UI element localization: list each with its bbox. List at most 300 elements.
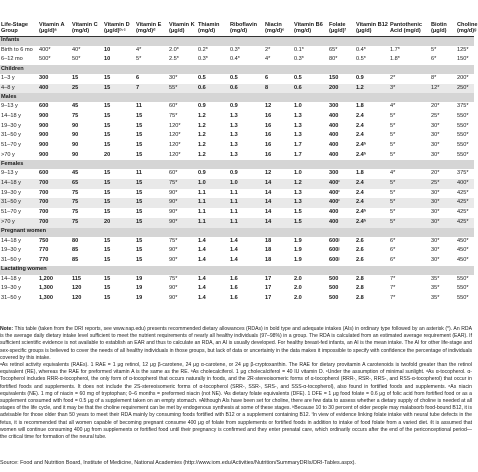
value-cell: 900 [38, 151, 71, 161]
value-cell: 1.3 [229, 112, 264, 122]
value-cell: 400ⁱ [328, 189, 355, 199]
value-cell: 550* [457, 122, 469, 129]
value-cell: 0.6 [293, 84, 328, 94]
value-cell: 0.9 [197, 169, 229, 179]
group-title: Infants [0, 36, 474, 46]
value-cell: 16 [264, 112, 293, 122]
value-cell: 1.3 [230, 122, 238, 129]
value-cell: 19 [135, 284, 168, 294]
value-cell: 2.0 [294, 294, 302, 301]
life-stage-cell: 14–18 y [0, 179, 38, 189]
value-cell: 5* [389, 131, 430, 141]
value-cell: 11 [135, 169, 168, 179]
value-cell: 0.1* [294, 46, 304, 53]
value-cell: 900 [39, 122, 49, 129]
value-cell: 75* [169, 275, 178, 282]
value-cell: 400ⁱ [328, 179, 355, 189]
value-cell: 15 [103, 208, 135, 218]
life-stage-cell: 1–3 y [0, 74, 38, 84]
value-cell: 15 [136, 142, 143, 149]
table-row [0, 102, 474, 112]
value-cell: 10 [103, 55, 135, 65]
value-cell: 500 [328, 284, 355, 294]
group-title: Children [0, 65, 474, 74]
value-cell: 1.6 [230, 294, 238, 301]
life-stage-cell: 14–18 y [0, 112, 38, 122]
group-row [0, 228, 474, 237]
value-cell: 3* [389, 84, 430, 94]
table-row [0, 74, 474, 84]
value-cell: 85 [71, 246, 103, 256]
value-cell: 35* [431, 294, 440, 301]
column-header: Pantothenic Acid (mg/d) [389, 2, 430, 36]
value-cell: 1.2 [197, 151, 229, 161]
value-cell: 5* [135, 55, 168, 65]
value-cell: 15 [71, 74, 103, 84]
note-text: This table (taken from the DRI reports, see www.nap.edu) presents recommended dietary allowances (RDAs) in bold type and adequate intakes (AIs) in ordinary type followed by an asterisk (*). An RDA is the average daily dietary intake level sufficient to meet the nutrient requirements of nearly all healthy individuals (97–98%) in a group. The RDA is calculated from an estimated average requirement (EAR). If sufficient scientific evidence is not available to establish an EAR and thus to calculate an RDA, an AI is usually developed. For healthy breast-fed infants, an AI is the mean intake. The AI for other life-stage and sex-specific groups is believed to cover the needs of all healthy individuals in those groups, but lack of data or uncertainty in the data makes it impossible to specify with confidence the percentage of individuals covered by this intake. [0, 326, 472, 361]
value-cell: 30* [431, 122, 440, 129]
value-cell: 1.7 [294, 142, 302, 149]
value-cell: 2.5* [168, 55, 197, 65]
value-cell: 16 [264, 131, 293, 141]
value-cell: 1.4 [198, 256, 206, 263]
value-cell: 15 [136, 256, 143, 263]
value-cell: 19 [136, 275, 143, 282]
value-cell: 15 [135, 208, 168, 218]
value-cell: 90* [169, 294, 178, 301]
table-row [0, 179, 474, 189]
value-cell: 425* [456, 208, 474, 218]
value-cell: 0.9 [230, 103, 238, 110]
value-cell: 1.0 [229, 179, 264, 189]
value-cell: 1,200 [39, 275, 53, 282]
value-cell: 400 [38, 84, 71, 94]
value-cell: 2.4 [355, 112, 389, 122]
value-cell: 450* [456, 246, 474, 256]
table-header-row [0, 2, 474, 36]
value-cell: 75 [71, 189, 103, 199]
value-cell: 1.3 [293, 131, 328, 141]
value-cell: 25* [430, 112, 456, 122]
value-cell: 2.8 [356, 294, 364, 301]
column-header: Vitamin K (μg/d) [168, 2, 197, 36]
value-cell: 1.2 [198, 142, 206, 149]
value-cell: 0.5 [293, 74, 328, 84]
value-cell: 2.8 [355, 284, 389, 294]
column-header: Vitamin B12 (μg/d) [355, 2, 389, 36]
value-cell: 75* [169, 237, 178, 244]
value-cell: 80* [328, 55, 355, 65]
value-cell: 15 [104, 122, 111, 129]
table-row [0, 131, 474, 141]
value-cell: 90 [72, 142, 79, 149]
value-cell: 10 [104, 46, 111, 53]
value-cell: 5* [390, 122, 396, 129]
value-cell: 770 [39, 256, 49, 263]
table-row [0, 208, 474, 218]
value-cell: 15 [103, 169, 135, 179]
value-cell: 300 [38, 74, 71, 84]
value-cell: 1.8 [355, 169, 389, 179]
table-row [0, 237, 474, 247]
value-cell: 6* [389, 246, 430, 256]
value-cell: 0.5* [355, 55, 389, 65]
life-stage-cell: 9–13 y [0, 169, 38, 179]
life-stage-cell: 51–70 y [1, 142, 21, 149]
value-cell: 0.4* [229, 55, 264, 65]
value-cell: 45 [72, 103, 79, 110]
value-cell: 30* [431, 237, 440, 244]
value-cell: 2.4ʰ [355, 218, 389, 228]
value-cell: 375* [456, 169, 474, 179]
value-cell: 120* [168, 131, 197, 141]
value-cell: 55* [168, 84, 197, 94]
value-cell: 15 [103, 284, 135, 294]
value-cell: 12 [265, 103, 272, 110]
value-cell: 30* [430, 208, 456, 218]
value-cell: 5* [390, 142, 396, 149]
value-cell: 45 [71, 169, 103, 179]
value-cell: 14 [264, 208, 293, 218]
value-cell: 1.1 [229, 198, 264, 208]
table-row [0, 198, 474, 208]
value-cell: 15 [104, 294, 111, 301]
value-cell: 300 [329, 103, 339, 110]
value-cell: 30* [430, 246, 456, 256]
value-cell: 1.3 [293, 112, 328, 122]
value-cell: 75* [168, 112, 197, 122]
value-cell: 400 [328, 218, 355, 228]
value-cell: 90* [169, 256, 178, 263]
value-cell: 75 [71, 208, 103, 218]
table-row [0, 284, 474, 294]
value-cell: 75 [71, 198, 103, 208]
value-cell: 550* [456, 112, 474, 122]
value-cell: 15 [103, 246, 135, 256]
table-row [0, 122, 474, 132]
dri-vitamins-table [0, 2, 478, 304]
group-title: Females [0, 160, 474, 169]
value-cell: 7* [389, 284, 430, 294]
value-cell: 250* [456, 84, 474, 94]
table-row [0, 141, 474, 151]
value-cell: 400 [328, 112, 355, 122]
group-row [0, 160, 474, 169]
value-cell: 4* [390, 103, 396, 110]
value-cell: 75 [71, 112, 103, 122]
value-cell: 17 [264, 284, 293, 294]
value-cell: 120 [71, 284, 103, 294]
value-cell: 7* [390, 294, 396, 301]
value-cell: 35* [430, 284, 456, 294]
value-cell: 6 [135, 74, 168, 84]
value-cell: 15 [104, 142, 111, 149]
value-cell: 2.6 [356, 237, 364, 244]
value-cell: 1,300 [39, 294, 53, 301]
value-cell: 700 [38, 179, 71, 189]
value-cell: 65* [329, 46, 338, 53]
value-cell: 65 [71, 179, 103, 189]
value-cell: 450* [457, 237, 469, 244]
value-cell: 400ⁱ [328, 198, 355, 208]
value-cell: 75 [71, 218, 103, 228]
value-cell: 0.4* [356, 46, 366, 53]
value-cell: 550* [457, 142, 469, 149]
value-cell: 2.6 [356, 256, 364, 263]
value-cell: 4* [136, 46, 142, 53]
value-cell: 400* [456, 179, 474, 189]
value-cell: 4* [264, 55, 293, 65]
group-title: Males [0, 93, 474, 102]
value-cell: 700 [38, 198, 71, 208]
life-stage-cell: 6–12 mo [0, 55, 38, 65]
value-cell: 15 [135, 131, 168, 141]
column-header: Thiamin (mg/d) [197, 2, 229, 36]
value-cell: 1.4 [230, 256, 238, 263]
value-cell: 18 [264, 246, 293, 256]
value-cell: 2.4 [355, 131, 389, 141]
column-header: Folate (μg/d)ᶠ [328, 2, 355, 36]
value-cell: 120 [72, 294, 82, 301]
value-cell: 750 [39, 237, 49, 244]
value-cell: 5* [389, 208, 430, 218]
note-label: Note: [0, 326, 14, 332]
life-stage-cell: 4–8 y [0, 84, 38, 94]
value-cell: 15 [103, 189, 135, 199]
value-cell: 15 [103, 131, 135, 141]
table-row [0, 151, 474, 161]
value-cell: 5* [389, 189, 430, 199]
value-cell: 120* [169, 142, 181, 149]
table-row [0, 169, 474, 179]
value-cell: 6 [264, 74, 293, 84]
value-cell: 550* [457, 275, 469, 282]
value-cell: 1.1 [229, 189, 264, 199]
value-cell: 50* [71, 55, 103, 65]
value-cell: 1.3 [229, 131, 264, 141]
value-cell: 40* [72, 46, 81, 53]
value-cell: 0.6 [229, 84, 264, 94]
life-stage-cell: 14–18 y [1, 275, 21, 282]
value-cell: 400* [39, 46, 51, 53]
value-cell: 30* [430, 151, 456, 161]
value-cell: 550* [456, 151, 474, 161]
value-cell: 2.0* [169, 46, 179, 53]
value-cell: 8* [430, 74, 456, 84]
value-cell: 75* [168, 179, 197, 189]
column-header: Choline (mg/d)ᵍ [456, 2, 474, 36]
value-cell: 90* [168, 189, 197, 199]
life-stage-cell: >70 y [0, 218, 38, 228]
value-cell: 1.3 [229, 151, 264, 161]
value-cell: 1.2 [198, 122, 206, 129]
group-title: Pregnant women [0, 228, 474, 237]
life-stage-cell: 31–50 y [0, 131, 38, 141]
value-cell: 15 [135, 179, 168, 189]
column-header: Vitamin B6 (mg/d) [293, 2, 328, 36]
value-cell: 19 [136, 294, 143, 301]
value-cell: 16 [264, 151, 293, 161]
value-cell: 6* [390, 237, 396, 244]
value-cell: 14 [264, 189, 293, 199]
value-cell: 1.7* [390, 46, 400, 53]
value-cell: 1.2 [293, 179, 328, 189]
value-cell: 30* [430, 131, 456, 141]
value-cell: 16 [265, 122, 272, 129]
value-cell: 900 [38, 112, 71, 122]
value-cell: 375* [457, 103, 469, 110]
value-cell: 550* [457, 294, 469, 301]
value-cell: 7* [390, 275, 396, 282]
value-cell: 15 [135, 151, 168, 161]
table-row [0, 84, 474, 94]
value-cell: 2.4 [356, 122, 364, 129]
value-cell: 1.1 [197, 218, 229, 228]
value-cell: 1.1 [197, 198, 229, 208]
value-cell: 2.4 [355, 198, 389, 208]
value-cell: 700 [38, 218, 71, 228]
value-cell: 425* [456, 189, 474, 199]
table-row [0, 112, 474, 122]
value-cell: 1.4 [230, 237, 238, 244]
value-cell: 17 [265, 275, 272, 282]
value-cell: 1.2 [197, 112, 229, 122]
life-stage-cell: >70 y [0, 151, 38, 161]
value-cell: 0.5 [197, 74, 229, 84]
value-cell: 115 [72, 275, 82, 282]
value-cell: 150* [456, 55, 474, 65]
value-cell: 1.0 [294, 103, 302, 110]
value-cell: 0.3* [293, 55, 328, 65]
value-cell: 25 [71, 84, 103, 94]
source-citation: Source: Food and Nutrition Board, Institute of Medicine, National Academies (http://www.iom.edu/Activities/Nutrition/SummaryDRIs/DRI-Tables.aspx). [0, 460, 356, 466]
value-cell: 15 [103, 84, 135, 94]
value-cell: 60* [169, 103, 178, 110]
value-cell: 5* [389, 218, 430, 228]
group-row [0, 266, 474, 275]
value-cell: 1.3 [293, 198, 328, 208]
life-stage-cell: 19–30 y [0, 284, 38, 294]
value-cell: 2* [389, 74, 430, 84]
value-cell: 90* [168, 208, 197, 218]
value-cell: 1.4 [229, 246, 264, 256]
table-row [0, 46, 474, 56]
life-stage-cell: Birth to 6 mo [1, 46, 33, 53]
value-cell: 4* [389, 169, 430, 179]
life-stage-cell: 9–13 y [1, 103, 18, 110]
value-cell: 15 [103, 179, 135, 189]
value-cell: 15 [104, 103, 111, 110]
value-cell: 15 [104, 275, 111, 282]
value-cell: 200 [328, 84, 355, 94]
group-row [0, 65, 474, 74]
value-cell: 15 [136, 122, 143, 129]
value-cell: 90 [72, 122, 79, 129]
value-cell: 5* [389, 112, 430, 122]
value-cell: 550* [456, 131, 474, 141]
column-header: Vitamin A (μg/d)ᵃ [38, 2, 71, 36]
value-cell: 15 [104, 237, 111, 244]
column-header: Vitamin E (mg/d)ᵈ [135, 2, 168, 36]
value-cell: 700 [38, 208, 71, 218]
value-cell: 7 [135, 84, 168, 94]
value-cell: 1.4 [198, 275, 206, 282]
value-cell: 0.2* [198, 46, 208, 53]
value-cell: 15 [103, 112, 135, 122]
value-cell: 500 [329, 275, 339, 282]
life-stage-cell: 19–30 y [1, 122, 21, 129]
column-header: Vitamin C (mg/d) [71, 2, 103, 36]
value-cell: 12* [430, 84, 456, 94]
value-cell: 6* [430, 55, 456, 65]
value-cell: 300 [328, 169, 355, 179]
value-cell: 30* [430, 198, 456, 208]
value-cell: 35* [431, 275, 440, 282]
value-cell: 80 [72, 237, 79, 244]
value-cell: 400 [329, 142, 339, 149]
value-cell: 30* [431, 256, 440, 263]
footnotes-paragraph: ᵃAs retinol activity equivalents (RAEs). 1 RAE = 1 μg retinol, 12 μg β-carotene, 24 μg α-carotene, or 24 μg β-cryptoxanthin. The RAE for dietary provitamin A carotenoids is twofold greater than the retinol equivalent (RE), whereas the RAE for preformed vitamin A is the same as the RE. ᵇAs cholecalciferol. 1 μg cholecalciferol = 40 IU vitamin D. ᶜUnder the assumption of minimal sunlight. ᵈAs α-tocopherol. α-Tocopherol includes RRR-α-tocopherol, the only form of α-tocopherol that occurs naturally in foods, and the 2R-stereoisomeric forms of α-tocopherol (RRR-, RSR-, RRS-, and RSS-α-tocopherol) that occur in fortified foods and supplements. It does not include the 2S-stereoisomeric forms of α-tocopherol (SRR-, SSR-, SRS-, and SSS-α-tocopherol), also found in fortified foods and supplements. ᵉAs niacin equivalents (NE). 1 mg of niacin = 60 mg of tryptophan; 0–6 months = preformed niacin (not NE). ᶠAs dietary folate equivalents (DFE). 1 DFE = 1 μg food folate = 0.6 μg of folic acid from fortified food or as a supplement consumed with food = 0.5 μg of a supplement taken on an empty stomach. ᵍAlthough AIs have been set for choline, there are few data to assess whether a dietary supply of choline is needed at all stages of the life cycle, and it may be that the choline requirement can be met by endogenous synthesis at some of these stages. ʰBecause 10 to 30 percent of older people may malabsorb food-bound B12, it is advisable for those older than 50 years to meet their RDA mainly by consuming foods fortified with B12 or a supplement containing B12. ⁱIn view of evidence linking folate intake with neural tube defects in the fetus, it is recommended that all women capable of becoming pregnant consume 400 μg of folate from supplements or fortified foods in addition to intake of food folate from a varied diet. ʲIt is assumed that women will continue consuming 400 μg from supplements or fortified food until their pregnancy is confirmed and they enter prenatal care, which ordinarily occurs after the end of the periconceptional period—the critical time for formation of the neural tube. [0, 362, 472, 441]
column-header: Biotin (μg/d) [430, 2, 456, 36]
value-cell: 1.0 [197, 179, 229, 189]
value-cell: 0.6 [197, 84, 229, 94]
value-cell: 18 [265, 237, 272, 244]
table-row [0, 294, 474, 304]
value-cell: 90* [168, 218, 197, 228]
value-cell: 5* [389, 151, 430, 161]
value-cell: 2* [265, 46, 271, 53]
value-cell: 770 [38, 246, 71, 256]
value-cell: 1,300 [38, 284, 71, 294]
value-cell: 90 [71, 151, 103, 161]
value-cell: 425* [456, 198, 474, 208]
value-cell: 1.5 [293, 208, 328, 218]
value-cell: 2.0 [294, 275, 302, 282]
table-row [0, 246, 474, 256]
value-cell: 450* [457, 256, 469, 263]
value-cell: 600ʲ [329, 256, 340, 263]
value-cell: 90* [168, 246, 197, 256]
value-cell: 600 [39, 103, 49, 110]
table-row [0, 275, 474, 285]
column-header: Riboflavin (mg/d) [229, 2, 264, 36]
value-cell: 1.1 [197, 208, 229, 218]
value-cell: 2.6 [355, 246, 389, 256]
group-title: Lactating women [0, 266, 474, 275]
value-cell: 15 [135, 218, 168, 228]
value-cell: 5* [389, 198, 430, 208]
value-cell: 20* [430, 169, 456, 179]
value-cell: 1.9 [293, 246, 328, 256]
value-cell: 30* [431, 142, 440, 149]
table-row [0, 218, 474, 228]
value-cell: 1.3 [293, 189, 328, 199]
value-cell: 400 [328, 151, 355, 161]
table-body [0, 36, 474, 304]
value-cell: 1.4 [198, 294, 206, 301]
value-cell: 150 [328, 74, 355, 84]
value-cell: 125* [457, 46, 469, 53]
life-stage-cell: 31–50 y [1, 256, 21, 263]
value-cell: 15 [103, 74, 135, 84]
value-cell: 15 [103, 198, 135, 208]
value-cell: 425* [456, 218, 474, 228]
value-cell: 1.6 [230, 275, 238, 282]
value-cell: 2.8 [356, 275, 364, 282]
value-cell: 1.8 [356, 103, 364, 110]
value-cell: 8 [264, 84, 293, 94]
value-cell: 0.9 [355, 74, 389, 84]
